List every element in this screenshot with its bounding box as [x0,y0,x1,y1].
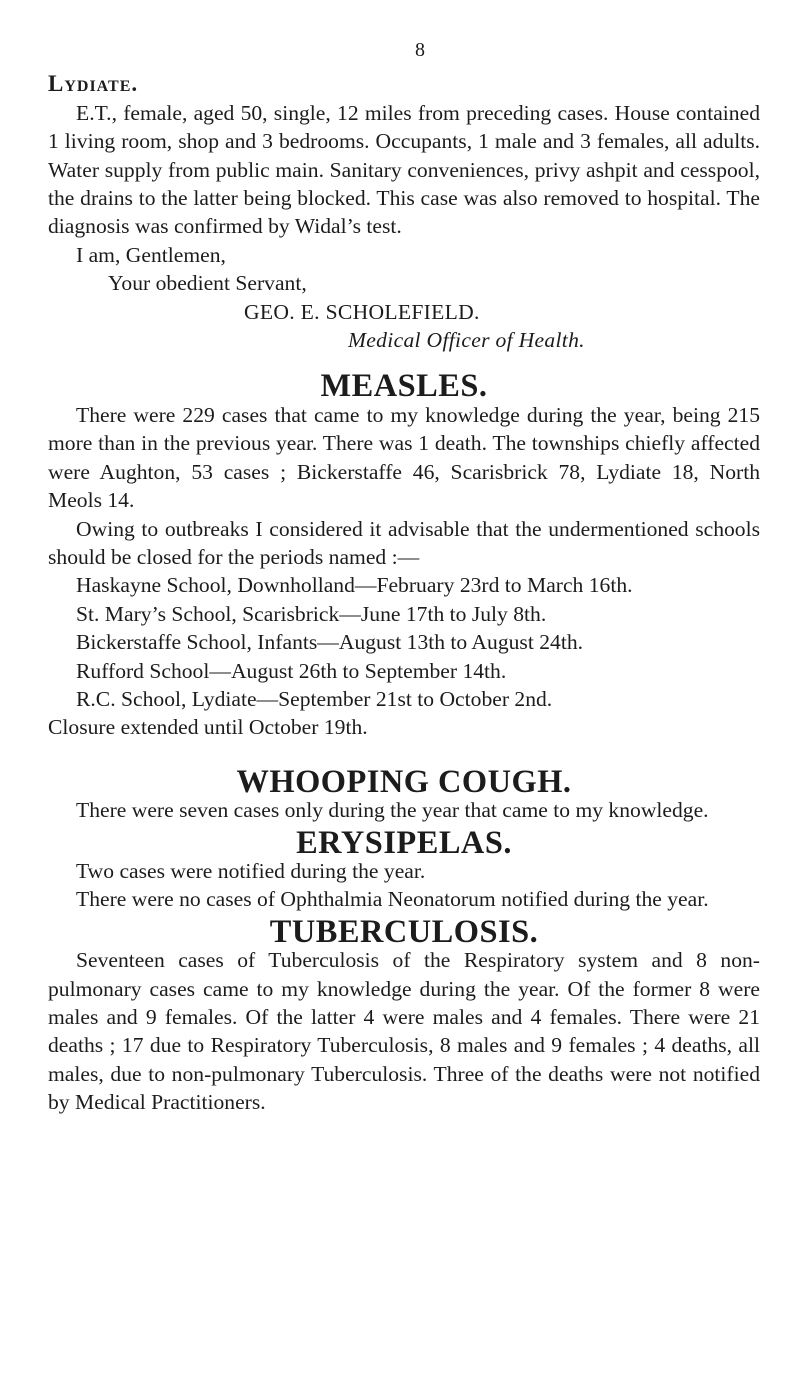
measles-section [48,368,760,741]
whooping-cough-section [48,763,760,825]
signature-name: GEO. E. SCHOLEFIELD. [244,299,480,324]
school-closure-item: Rufford School—August 26th to September 14th. [76,658,507,683]
document-page [48,36,760,1117]
lydiate-paragraph: E.T., female, aged 50, single, 12 miles from preceding cases. House contained 1 living room, shop and 3 bedrooms. Occupants, 1 male and 3 females, all adults. Water supply from public main. Sanitary conveniences, privy ashpit and cesspool, the drains to the latter being blocked. This case was also removed to hospital. The diagnosis was confirmed by Widal’s test. [48,100,760,239]
closing-salutation: I am, Gentlemen, [76,242,226,267]
erysipelas-heading: ERYSIPELAS. [296,824,512,861]
tuberculosis-paragraph: Seventeen cases of Tuberculosis of the Respiratory system and 8 non-pulmonary cases came to my knowledge during the year. Of the former 8 were males and 9 females. Of the latter 4 were males and 4 females. There were 21 deaths ; 17 due to Respiratory Tuberculosis, 8 males and 9 females ; 4 deaths, all males, due to non-pulmonary Tuberculosis. Three of the deaths were not notified by Medical Practitioners. [48,948,760,1115]
lydiate-heading: Lydiate. [48,71,139,97]
measles-paragraph-closures: Owing to outbreaks I considered it advisable that the undermentioned schools should be closed for the periods named :— [48,516,760,569]
ophthalmia-paragraph: There were no cases of Ophthalmia Neonatorum notified during the year. [76,887,709,912]
closing-valediction: Your obedient Servant, [108,271,307,296]
tuberculosis-heading: TUBERCULOSIS. [269,913,539,950]
page-number: 8 [415,39,425,61]
closing-block [48,241,760,355]
whooping-cough-heading: WHOOPING COUGH. [236,763,572,800]
tuberculosis-section [48,913,760,1117]
lydiate-section [48,70,760,240]
measles-heading: MEASLES. [320,368,488,405]
school-closure-item: Bickerstaffe School, Infants—August 13th to August 24th. [76,630,584,655]
erysipelas-paragraph: Two cases were notified during the year. [76,858,426,883]
school-closure-item: St. Mary’s School, Scarisbrick—June 17th to July 8th. [76,601,547,626]
school-closure-item: R.C. School, Lydiate—September 21st to October 2nd. [76,686,553,711]
signature-title: Medical Officer of Health. [348,328,585,353]
closure-extension-note: Closure extended until October 19th. [48,715,368,740]
measles-paragraph-cases: There were 229 cases that came to my knowledge during the year, being 215 more than in the previous year. There was 1 death. The townships chiefly affected were Aughton, 53 cases ; Bickerstaffe 46, Scarisbrick 78, Lydiate 18, North Meols 14. [48,402,760,513]
whooping-cough-paragraph: There were seven cases only during the year that came to my knowledge. [76,798,709,823]
erysipelas-section [48,824,760,914]
school-closure-item: Haskayne School, Downholland—February 23rd to March 16th. [76,573,633,598]
